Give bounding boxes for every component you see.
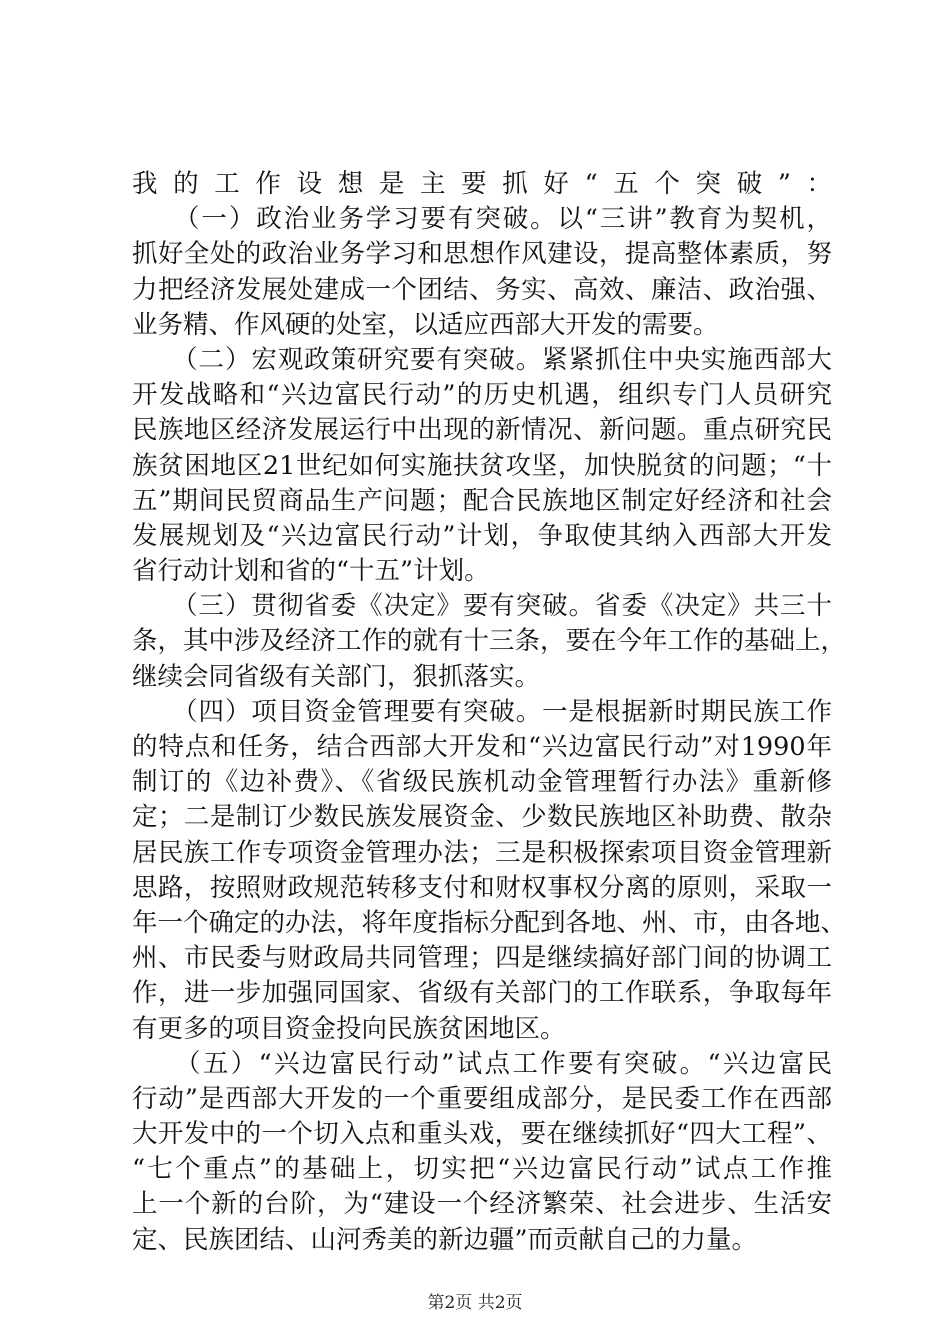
text-line: 州、市民委与财政局共同管理；四是继续搞好部门间的协调工 [132,943,832,974]
text-line: 民族地区经济发展运行中出现的新情况、新问题。重点研究民 [132,415,832,446]
text-line: 条，其中涉及经济工作的就有十三条，要在今年工作的基础上， [132,626,847,657]
text-line: （一）政治业务学习要有突破。以“三讲”教育为契机， [132,204,832,235]
text-line: （二）宏观政策研究要有突破。紧紧抓住中央实施西部大 [132,344,832,375]
page-footer: 第2页 共2页 [427,1293,523,1313]
text-line: 居民族工作专项资金管理办法；三是积极探索项目资金管理新 [132,837,832,868]
text-line: 上一个新的台阶，为“建设一个经济繁荣、社会进步、生活安 [132,1189,832,1220]
text-line: 发展规划及“兴边富民行动”计划，争取使其纳入西部大开发 [132,520,832,551]
text-line: 力把经济发展处建成一个团结、务实、高效、廉洁、政治强、 [132,274,832,305]
text-line: （四）项目资金管理要有突破。一是根据新时期民族工作 [132,696,832,727]
text-line: 抓好全处的政治业务学习和思想作风建设，提高整体素质，努 [132,239,832,270]
text-line: 年一个确定的办法，将年度指标分配到各地、州、市，由各地、 [132,907,847,938]
text-line: 我的工作设想是主要抓好“五个突破”： [132,169,832,199]
text-line: （三）贯彻省委《决定》要有突破。省委《决定》共三十 [132,591,832,622]
text-line: 继续会同省级有关部门，狠抓落实。 [132,661,541,692]
text-line: 定；二是制订少数民族发展资金、少数民族地区补助费、散杂 [132,802,832,833]
text-line: 的特点和任务，结合西部大开发和“兴边富民行动”对1990年 [132,732,832,762]
text-line: 制订的《边补费》、《省级民族机动金管理暂行办法》重新修 [132,767,832,798]
text-line: 思路，按照财政规范转移支付和财权事权分离的原则，采取一 [132,872,832,903]
text-line: 业务精、作风硬的处室，以适应西部大开发的需要。 [132,309,719,340]
text-line: 定、民族团结、山河秀美的新边疆”而贡献自己的力量。 [132,1224,758,1255]
text-line: 省行动计划和省的“十五”计划。 [132,556,490,587]
text-line: 五”期间民贸商品生产问题；配合民族地区制定好经济和社会 [132,485,832,516]
text-line: 开发战略和“兴边富民行动”的历史机遇，组织专门人员研究 [132,380,832,411]
text-line: 有更多的项目资金投向民族贫困地区。 [132,1013,566,1044]
text-line: 行动”是西部大开发的一个重要组成部分，是民委工作在西部 [132,1083,832,1114]
text-line: 族贫困地区21世纪如何实施扶贫攻坚，加快脱贫的问题；“十 [132,450,832,481]
text-line: “七个重点”的基础上，切实把“兴边富民行动”试点工作推 [132,1154,832,1185]
text-line: （五）“兴边富民行动”试点工作要有突破。“兴边富民 [132,1048,832,1079]
text-line: 大开发中的一个切入点和重头戏，要在继续抓好“四大工程”、 [132,1119,832,1150]
document-body [132,167,847,1258]
text-line: 作，进一步加强同国家、省级有关部门的工作联系，争取每年 [132,978,832,1009]
